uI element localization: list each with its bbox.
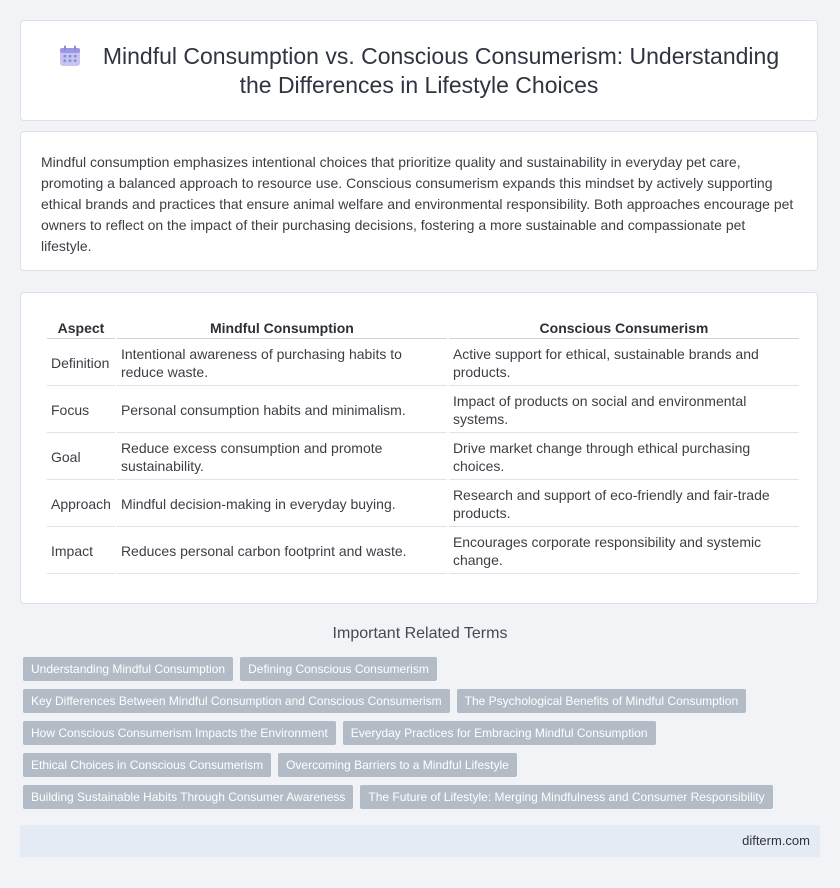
column-header-mindful: Mindful Consumption bbox=[117, 313, 447, 339]
table-row bbox=[47, 482, 799, 527]
column-header-aspect: Aspect bbox=[47, 313, 115, 339]
related-term-link[interactable]: Understanding Mindful Consumption bbox=[23, 657, 233, 681]
table-cell: Drive market change through ethical purchasing choices. bbox=[449, 435, 799, 480]
table-header-row bbox=[47, 313, 799, 339]
intro-paragraph: Mindful consumption emphasizes intentional choices that prioritize quality and sustainability in everyday pet care, promoting a balanced approach to resource use. Conscious consumerism expands this mindset by actively supporting ethical brands and practices that ensure animal welfare and environmental responsibility. Both approaches encourage pet owners to reflect on the impact of their purchasing decisions, fostering a more sustainable and compassionate pet lifestyle. bbox=[41, 154, 794, 254]
related-terms-heading: Important Related Terms bbox=[332, 625, 508, 642]
footer bbox=[20, 825, 820, 857]
site-link[interactable]: difterm.com bbox=[742, 833, 810, 848]
related-term-link[interactable]: Key Differences Between Mindful Consumption and Conscious Consumerism bbox=[23, 689, 450, 713]
calendar-icon bbox=[59, 45, 81, 67]
table-cell: Impact of products on social and environmental systems. bbox=[449, 388, 799, 433]
table-cell: Personal consumption habits and minimalism. bbox=[117, 388, 447, 433]
term-row bbox=[23, 753, 803, 777]
related-term-link[interactable]: Overcoming Barriers to a Mindful Lifestyle bbox=[278, 753, 517, 777]
related-term-link[interactable]: The Psychological Benefits of Mindful Consumption bbox=[457, 689, 746, 713]
table-cell: Focus bbox=[47, 388, 115, 433]
related-term-link[interactable]: How Conscious Consumerism Impacts the Environment bbox=[23, 721, 336, 745]
table-cell: Mindful decision-making in everyday buying. bbox=[117, 482, 447, 527]
table-cell: Research and support of eco-friendly and fair-trade products. bbox=[449, 482, 799, 527]
comparison-table bbox=[45, 311, 801, 576]
table-row bbox=[47, 388, 799, 433]
table-cell: Definition bbox=[47, 341, 115, 386]
table-cell: Intentional awareness of purchasing habits to reduce waste. bbox=[117, 341, 447, 386]
table-cell: Goal bbox=[47, 435, 115, 480]
term-row bbox=[23, 785, 803, 809]
related-term-link[interactable]: The Future of Lifestyle: Merging Mindfulness and Consumer Responsibility bbox=[360, 785, 772, 809]
table-cell: Encourages corporate responsibility and systemic change. bbox=[449, 529, 799, 574]
related-term-link[interactable]: Ethical Choices in Conscious Consumerism bbox=[23, 753, 271, 777]
table-cell: Reduce excess consumption and promote sustainability. bbox=[117, 435, 447, 480]
related-term-link[interactable]: Defining Conscious Consumerism bbox=[240, 657, 437, 681]
title-card bbox=[20, 20, 818, 121]
comparison-card bbox=[20, 292, 818, 604]
page-title bbox=[21, 42, 817, 100]
related-term-link[interactable]: Building Sustainable Habits Through Consumer Awareness bbox=[23, 785, 353, 809]
term-row bbox=[23, 689, 803, 713]
term-row bbox=[23, 721, 803, 745]
table-cell: Active support for ethical, sustainable brands and products. bbox=[449, 341, 799, 386]
column-header-conscious: Conscious Consumerism bbox=[449, 313, 799, 339]
table-cell: Impact bbox=[47, 529, 115, 574]
page-title-text: Mindful Consumption vs. Conscious Consumerism: Understanding the Differences in Lifestyle Choices bbox=[102, 42, 780, 98]
term-row bbox=[23, 657, 803, 681]
related-terms-list bbox=[23, 657, 803, 817]
table-cell: Reduces personal carbon footprint and waste. bbox=[117, 529, 447, 574]
table-row bbox=[47, 529, 799, 574]
related-term-link[interactable]: Everyday Practices for Embracing Mindful Consumption bbox=[343, 721, 656, 745]
table-row bbox=[47, 435, 799, 480]
intro-card bbox=[20, 131, 818, 271]
table-cell: Approach bbox=[47, 482, 115, 527]
table-row bbox=[47, 341, 799, 386]
